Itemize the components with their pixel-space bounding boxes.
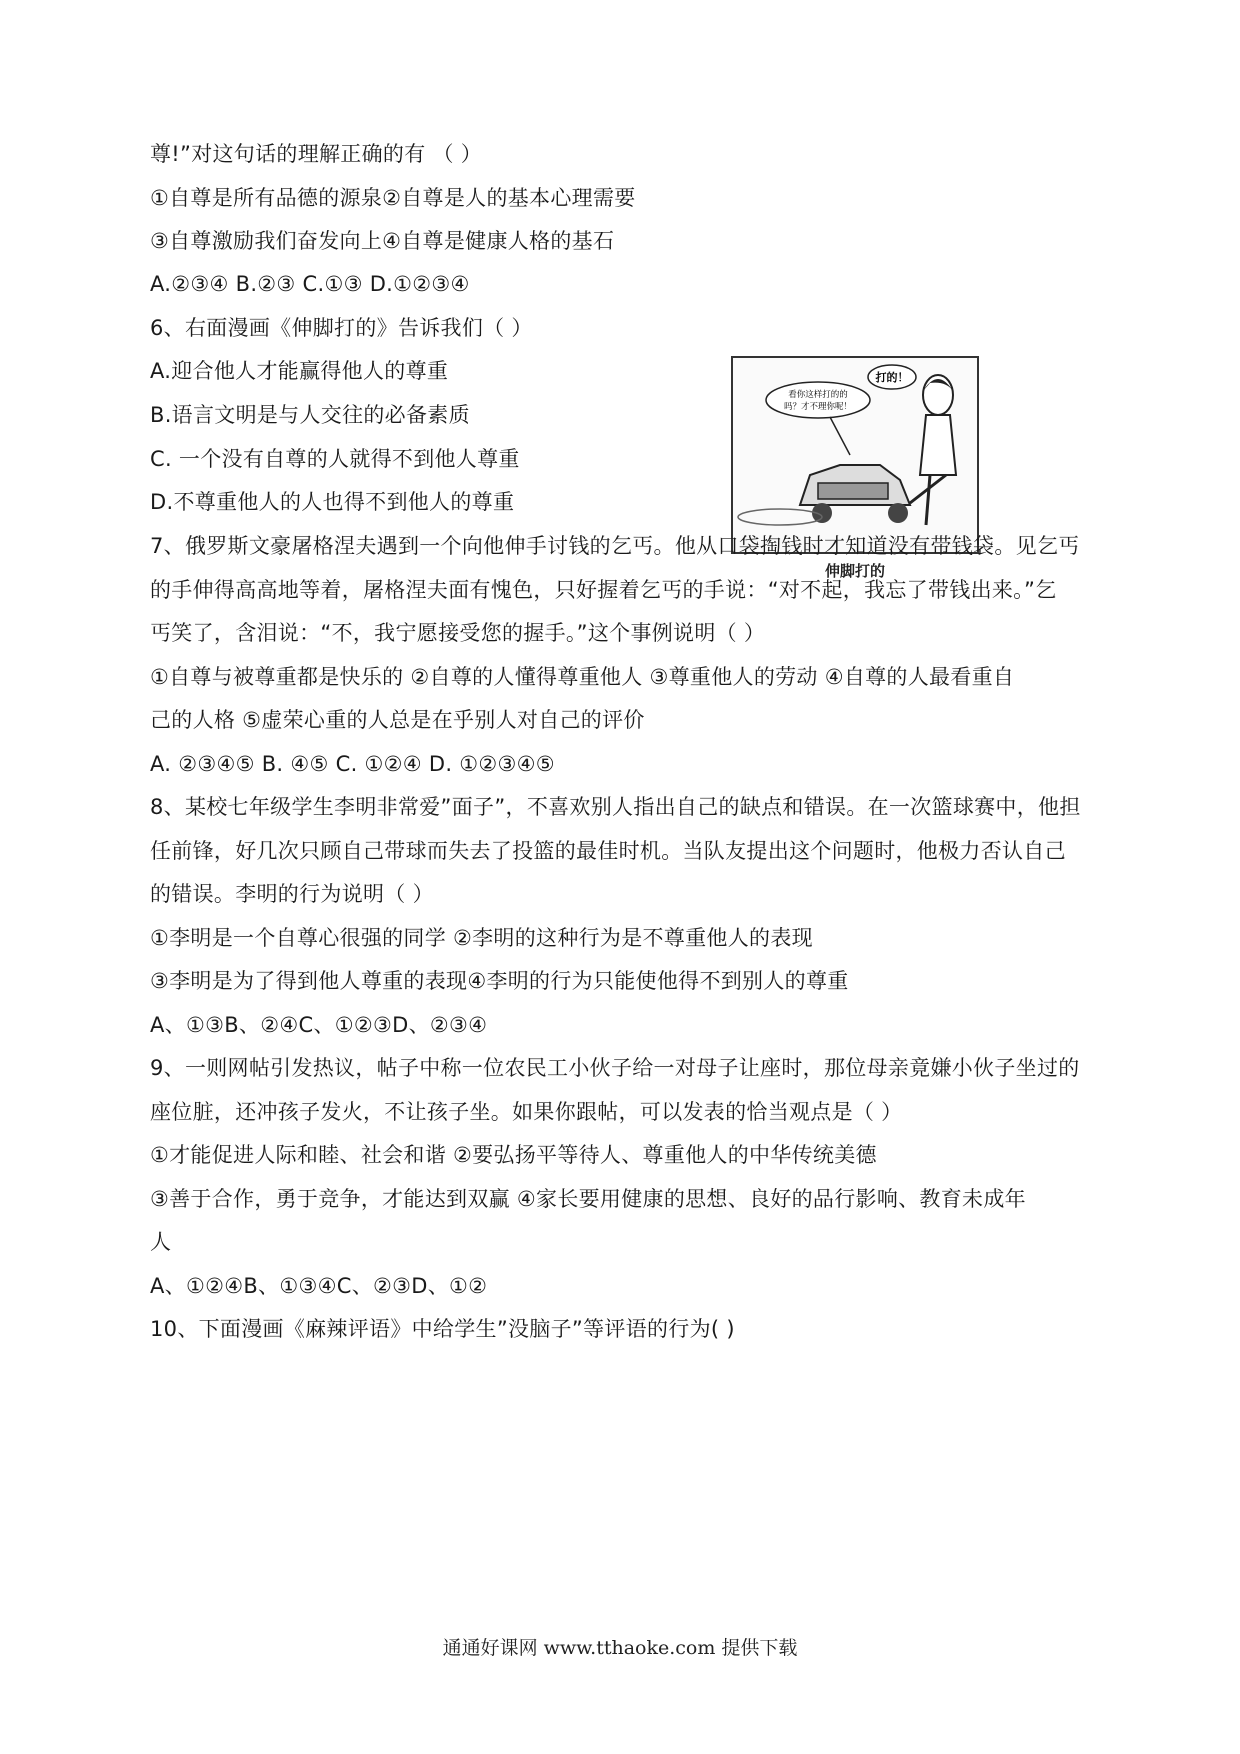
q8-options: A、①③B、②④C、①②③D、②③④: [150, 1013, 488, 1037]
speech-bubble-left-line1: 看你这样打的的: [788, 390, 848, 400]
q5-statements-3-4: ③自尊激励我们奋发向上④自尊是健康人格的基石: [150, 229, 615, 253]
q8-stem-line2: 任前锋，好几次只顾自己带球而失去了投篮的最佳时机。当队友提出这个问题时，他极力否认自己: [150, 839, 1066, 863]
q9-statements-3-4: ③善于合作，勇于竞争，才能达到双赢 ④家长要用健康的思想、良好的品行影响、教育未成年: [150, 1187, 1026, 1211]
q8-stem-line1: 8、某校七年级学生李明非常爱”面子”，不喜欢别人指出自己的缺点和错误。在一次篮球赛中，他担: [150, 795, 1081, 819]
q7-options: A. ②③④⑤ B. ④⑤ C. ①②④ D. ①②③④⑤: [150, 752, 555, 776]
q7-stem-line3: 丐笑了，含泪说：“不，我宁愿接受您的握手。”这个事例说明（ ）: [150, 621, 766, 645]
q9-stem-line1: 9、一则网帖引发热议，帖子中称一位农民工小伙子给一对母子让座时，那位母亲竟嫌小伙子坐过的: [150, 1056, 1080, 1080]
cartoon-caption: 伸脚打的: [824, 562, 885, 580]
q7-statements-line2: 己的人格 ⑤虚荣心重的人总是在乎别人对自己的评价: [150, 708, 645, 732]
q9-stem-line2: 座位脏，还冲孩子发火，不让孩子坐。如果你跟帖，可以发表的恰当观点是（ ）: [150, 1100, 903, 1124]
q7-stem-line1: 7、俄罗斯文豪屠格涅夫遇到一个向他伸手讨钱的乞丐。他从口袋掏钱时才知道没有带钱袋。见乞丐: [150, 534, 1080, 558]
q9-options: A、①②④B、①③④C、②③D、①②: [150, 1274, 488, 1298]
page-footer: 通通好课网 www.tthaoke.com 提供下载: [442, 1637, 798, 1659]
q10-stem: 10、下面漫画《麻辣评语》中给学生”没脑子”等评语的行为( ): [150, 1317, 735, 1341]
q6-option-a: A.迎合他人才能赢得他人的尊重: [150, 359, 449, 383]
q5-statements-1-2: ①自尊是所有品德的源泉②自尊是人的基本心理需要: [150, 186, 636, 210]
q6-stem: 6、右面漫画《伸脚打的》告诉我们（ ）: [150, 316, 533, 340]
cartoon-drawing: [730, 355, 980, 555]
speech-bubble-right: 打的！: [875, 371, 909, 384]
q9-statements-1-2: ①才能促进人际和睦、社会和谐 ②要弘扬平等待人、尊重他人的中华传统美德: [150, 1143, 877, 1167]
q5-options: A.②③④ B.②③ C.①③ D.①②③④: [150, 272, 470, 296]
q9-statements-wrap: 人: [150, 1230, 172, 1254]
q7-statements-line1: ①自尊与被尊重都是快乐的 ②自尊的人懂得尊重他人 ③尊重他人的劳动 ④自尊的人最看重自: [150, 665, 1015, 689]
q6-option-d: D.不尊重他人的人也得不到他人的尊重: [150, 490, 515, 514]
q7-stem-line2: 的手伸得高高地等着，屠格涅夫面有愧色，只好握着乞丐的手说：“对不起，我忘了带钱出来。”乞: [150, 578, 1057, 602]
q8-statements-1-2: ①李明是一个自尊心很强的同学 ②李明的这种行为是不尊重他人的表现: [150, 926, 813, 950]
speech-bubble-left-line2: 吗？才不理你呢！: [783, 402, 853, 412]
q6-option-c: C. 一个没有自尊的人就得不到他人尊重: [150, 447, 520, 471]
q8-stem-line3: 的错误。李明的行为说明（ ）: [150, 882, 434, 906]
q6-option-b: B.语言文明是与人交往的必备素质: [150, 403, 470, 427]
q8-statements-3-4: ③李明是为了得到他人尊重的表现④李明的行为只能使他得不到别人的尊重: [150, 969, 849, 993]
q5-stem-end: 尊!”对这句话的理解正确的有 （ ）: [150, 142, 483, 166]
